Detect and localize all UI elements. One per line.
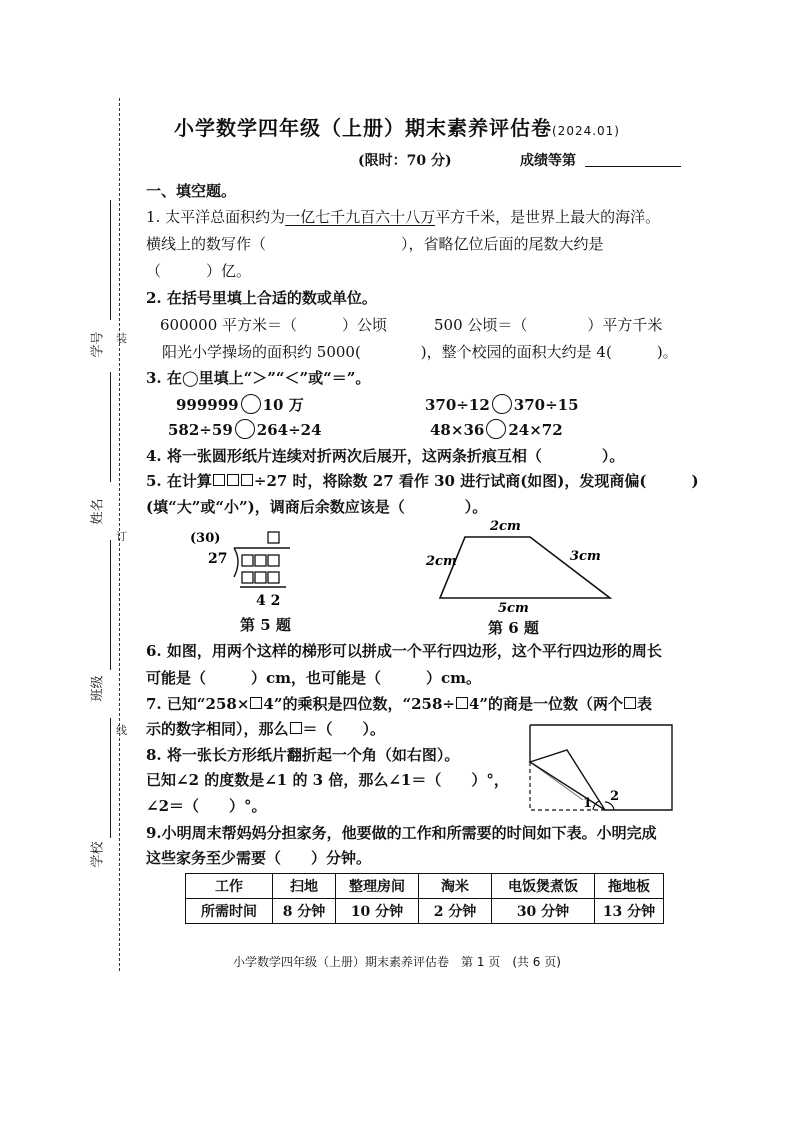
angle-2-label: 2 xyxy=(610,789,620,804)
table-cell: 30 分钟 xyxy=(492,899,595,924)
q6-right-label: 3cm xyxy=(570,549,601,564)
q6-line2: 可能是（ ）cm，也可能是（ ）cm。 xyxy=(146,669,482,687)
angle-1-label: 1 xyxy=(583,796,593,811)
q3-title: 3. 在◯里填上“＞”“＜”或“＝”。 xyxy=(146,369,371,387)
q1-line1: 1. 太平洋总面积约为一亿七千九百六十八万平方千米，是世界上最大的海洋。 xyxy=(146,208,661,226)
q5-fig-30: (30) xyxy=(190,531,221,546)
q3-b: 370÷12 370÷15 xyxy=(425,396,579,414)
student-id-label: 学号 xyxy=(90,331,106,358)
q3-d: 48×36 24×72 xyxy=(430,421,563,439)
table-cell: 2 分钟 xyxy=(419,899,492,924)
table-cell: 扫地 xyxy=(273,874,336,899)
q6-line1: 6. 如图，用两个这样的梯形可以拼成一个平行四边形，这个平行四边形的周长 xyxy=(146,642,662,660)
table-cell: 工作 xyxy=(186,874,273,899)
grade-label: 成绩等第 xyxy=(520,153,576,169)
chores-table xyxy=(185,873,664,924)
q8-folded-paper-figure xyxy=(525,722,677,814)
q6-bottom-label: 5cm xyxy=(498,601,529,615)
class-line xyxy=(110,540,111,670)
student-id-line xyxy=(110,200,111,320)
table-cell: 电饭煲煮饭 xyxy=(492,874,595,899)
table-cell: 所需时间 xyxy=(186,899,273,924)
table-cell: 拖地板 xyxy=(595,874,664,899)
q2-b: 500 公顷＝（ ）平方千米 xyxy=(434,316,663,334)
table-cell: 整理房间 xyxy=(336,874,419,899)
q2-a: 600000 平方米＝（ ）公顷 xyxy=(160,316,388,334)
name-line xyxy=(110,372,111,482)
q5-line1: 5. 在计算 ÷27 时，将除数 27 看作 30 进行试商(如图)，发现商偏( ) xyxy=(146,472,699,490)
school-line xyxy=(110,718,111,838)
q6-trapezoid-figure xyxy=(420,515,620,615)
time-limit: (限时：70 分) xyxy=(358,153,452,169)
q1-line3: （ ）亿。 xyxy=(146,262,252,280)
title-date: (2024.01) xyxy=(552,124,620,138)
table-cell: 8 分钟 xyxy=(273,899,336,924)
bind-char-zhuang: 装 xyxy=(116,332,127,345)
q8-line1: 8. 将一张长方形纸片翻折起一个角（如右图）。 xyxy=(146,746,460,764)
q8-line3: ∠2＝（ ）°。 xyxy=(146,797,267,815)
table-cell: 10 分钟 xyxy=(336,899,419,924)
q5-fig-27: 27 xyxy=(208,551,228,567)
q6-caption: 第 6 题 xyxy=(488,619,539,637)
page-title xyxy=(0,112,794,141)
q6-top-label: 2cm xyxy=(490,519,521,534)
q1-line2: 横线上的数写作（ ），省略亿位后面的尾数大约是 xyxy=(146,235,604,253)
q2-title: 2. 在括号里填上合适的数或单位。 xyxy=(146,289,377,307)
compare-circle[interactable] xyxy=(241,394,261,414)
page-footer: 小学数学四年级（上册）期末素养评估卷 第 1 页 (共 6 页) xyxy=(233,955,561,969)
class-label: 班级 xyxy=(90,675,106,702)
bind-char-ding: 订 xyxy=(116,530,127,543)
q7-line2: 示的数字相同），那么 ＝（ ）。 xyxy=(146,720,386,738)
q9-line1: 9.小明周末帮妈妈分担家务，他要做的工作和所需要的时间如下表。小明完成 xyxy=(146,824,657,842)
q3-a: 999999 10 万 xyxy=(176,396,304,414)
q5-fig-42: 4 2 xyxy=(256,593,281,609)
title-text: 小学数学四年级（上册）期末素养评估卷 xyxy=(174,116,552,140)
bind-char-xian: 线 xyxy=(116,724,127,737)
q2-c: 阳光小学操场的面积约 5000( )，整个校园的面积大约是 4( )。 xyxy=(162,343,678,361)
q9-line2: 这些家务至少需要（ ）分钟。 xyxy=(146,849,372,867)
q5-line2: (填“大”或“小”)，调商后余数应该是（ ）。 xyxy=(146,498,488,516)
table-row xyxy=(186,899,664,924)
table-cell: 淘米 xyxy=(419,874,492,899)
section-title: 一、填空题。 xyxy=(146,182,237,200)
q7-line1: 7. 已知“258× 4”的乘积是四位数，“258÷ 4”的商是一位数（两个 表 xyxy=(146,695,653,713)
compare-circle[interactable] xyxy=(486,419,506,439)
q3-c: 582÷59 264÷24 xyxy=(168,421,322,439)
q4-text: 4. 将一张圆形纸片连续对折两次后展开，这两条折痕互相（ ）。 xyxy=(146,447,625,465)
table-cell: 13 分钟 xyxy=(595,899,664,924)
q1-underlined: 一亿七千九百六十八万 xyxy=(285,208,436,226)
q8-line2: 已知∠2 的度数是∠1 的 3 倍，那么∠1＝（ ）°， xyxy=(146,771,509,789)
grade-blank[interactable] xyxy=(585,166,681,167)
compare-circle[interactable] xyxy=(492,394,512,414)
q5-division-figure xyxy=(190,525,300,615)
table-row xyxy=(186,874,664,899)
school-label: 学校 xyxy=(90,841,106,868)
compare-circle[interactable] xyxy=(235,419,255,439)
q5-caption: 第 5 题 xyxy=(240,616,291,634)
name-label: 姓名 xyxy=(90,498,106,525)
q6-left-label: 2cm xyxy=(426,554,457,569)
